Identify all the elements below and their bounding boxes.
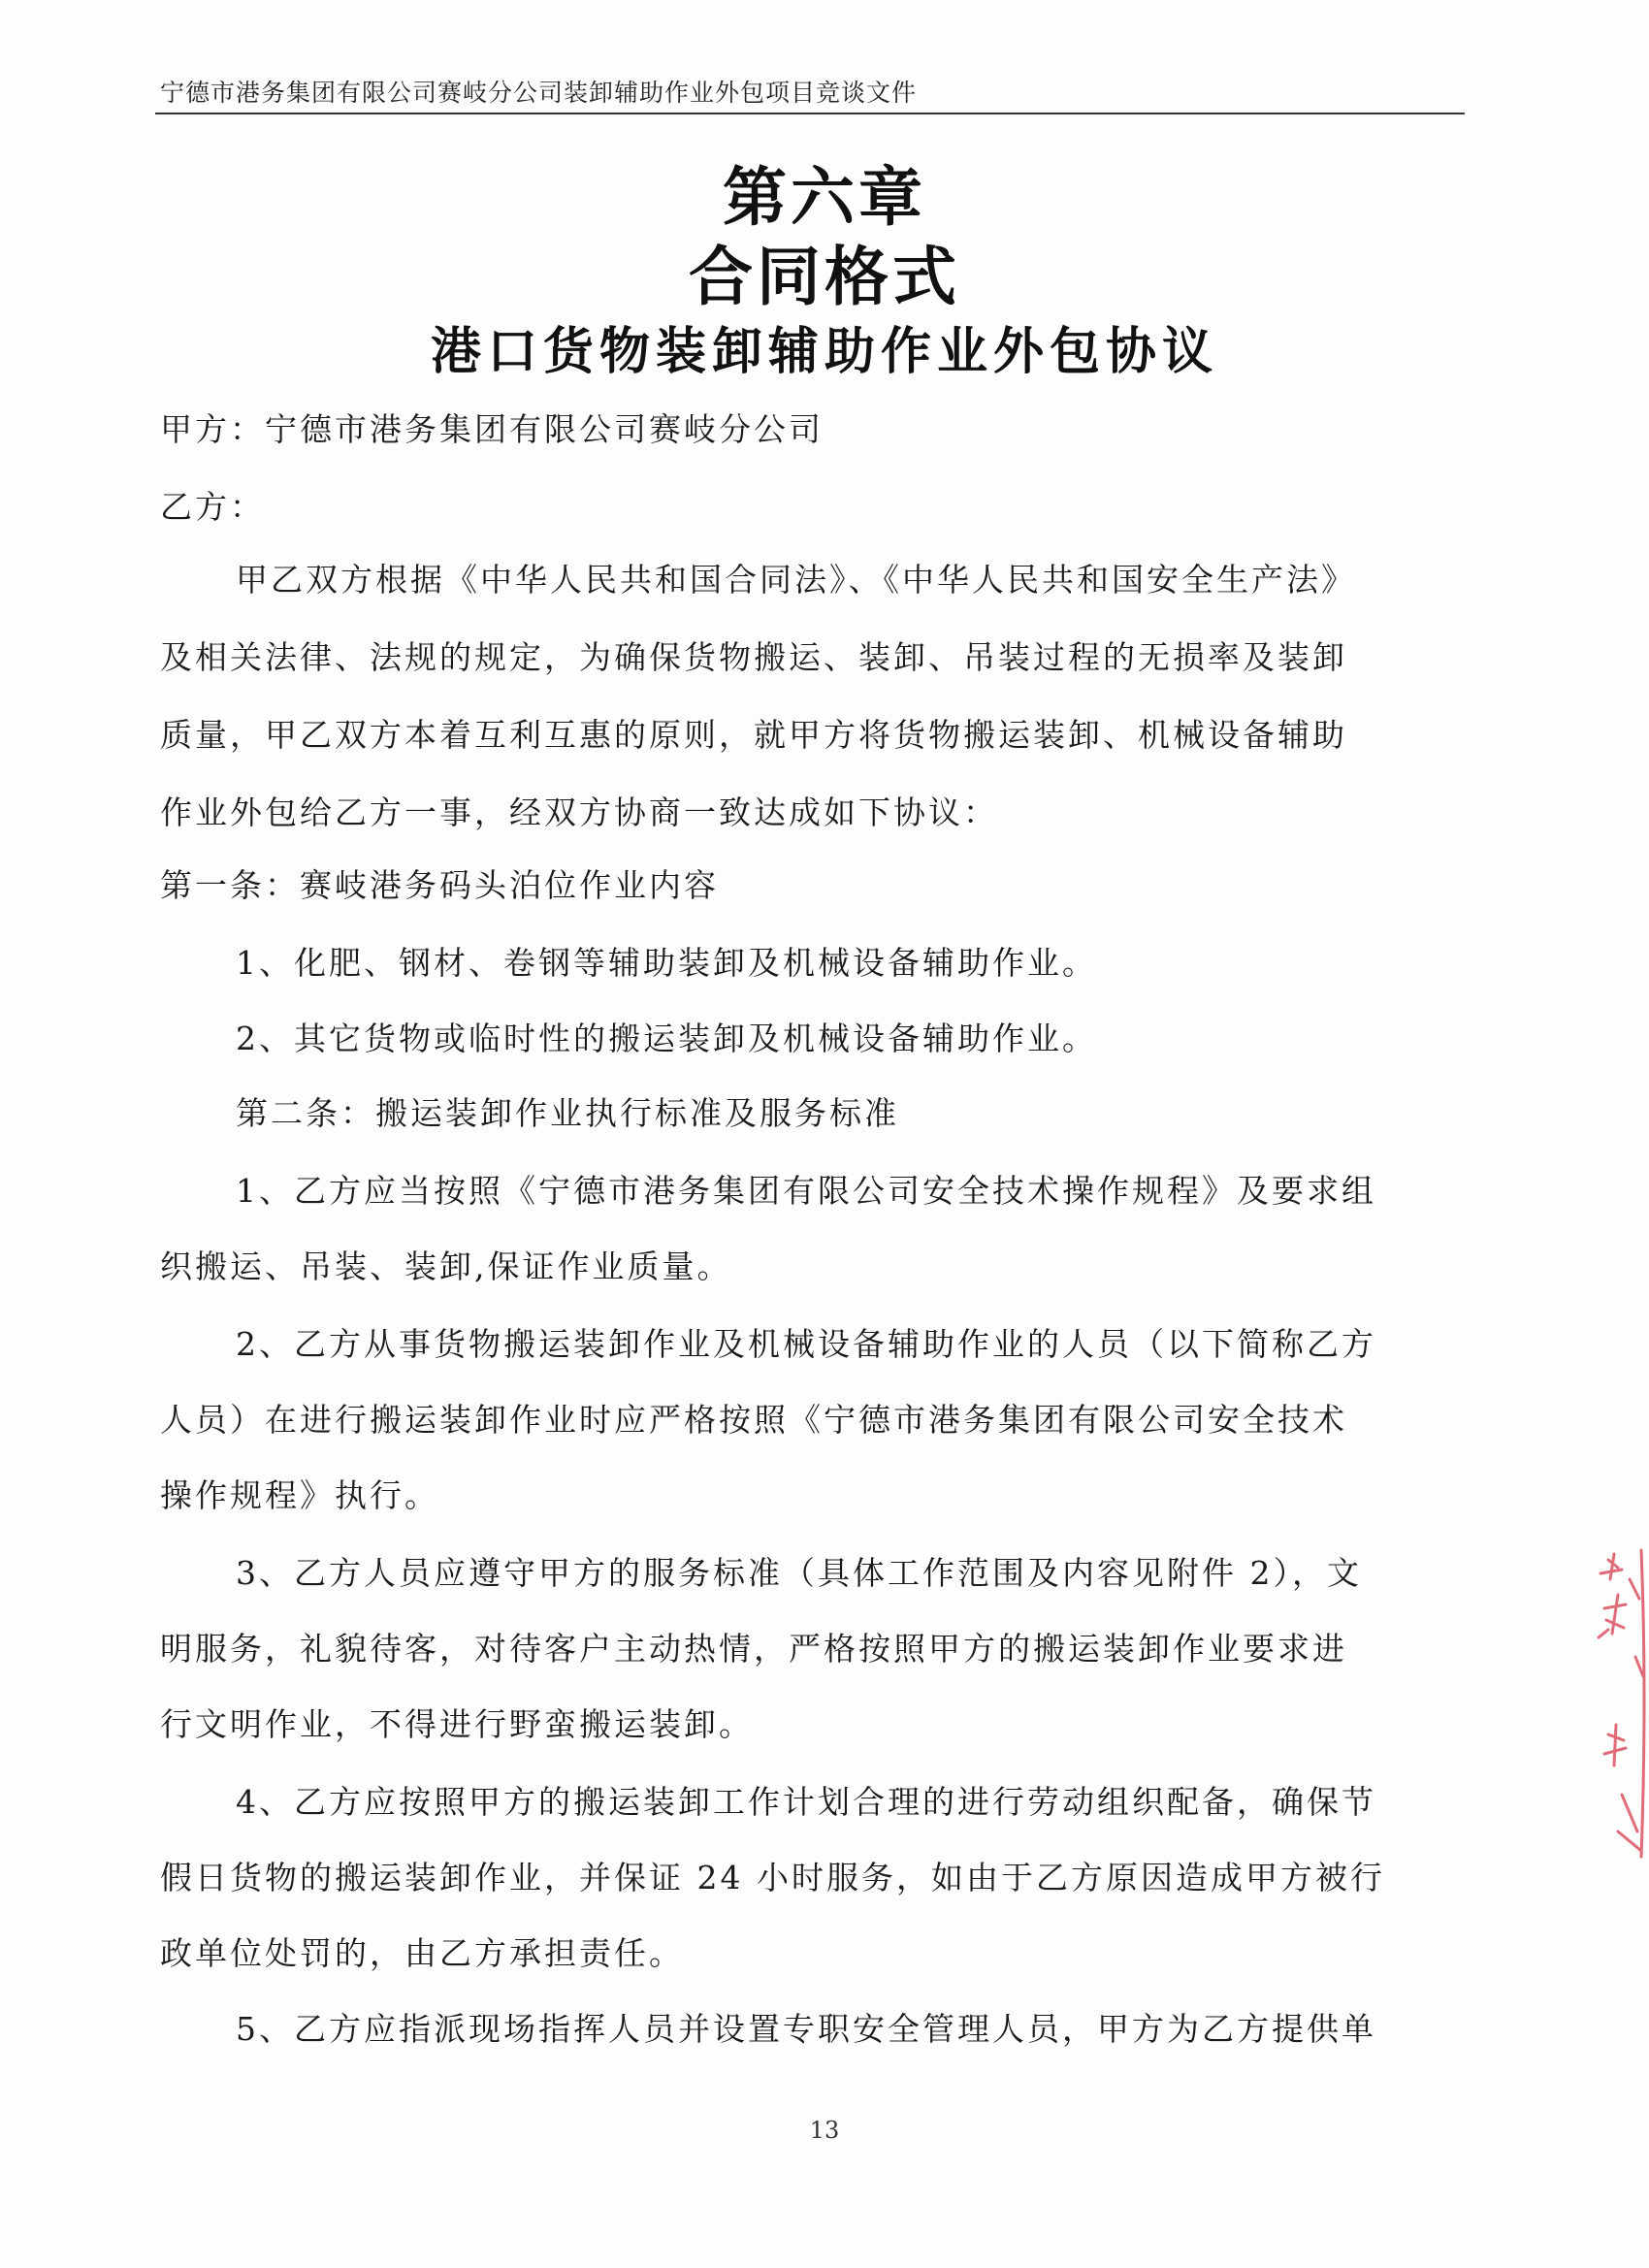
page-number: 13 [809, 2117, 840, 2144]
body-line: 人员）在进行搬运装卸作业时应严格按照《宁德市港务集团有限公司安全技术 [160, 1401, 1347, 1439]
article-2-item: 4、乙方应按照甲方的搬运装卸工作计划合理的进行劳动组织配备，确保节 [236, 1783, 1376, 1821]
chapter-number: 第六章 [723, 159, 926, 235]
body-line: 作业外包给乙方一事，经双方协商一致达成如下协议： [160, 794, 998, 831]
body-line: 行文明作业，不得进行野蛮搬运装卸。 [160, 1705, 754, 1743]
article-2-item: 5、乙方应指派现场指挥人员并设置专职安全管理人员，甲方为乙方提供单 [236, 2010, 1376, 2048]
body-line: 及相关法律、法规的规定，为确保货物搬运、装卸、吊装过程的无损率及装卸 [160, 638, 1347, 676]
seal-stamp-icon [1579, 1540, 1647, 1861]
body-line: 政单位处罚的，由乙方承担责任。 [160, 1934, 684, 1972]
party-b-line: 乙方： [160, 488, 265, 526]
article-2-item: 2、乙方从事货物搬运装卸作业及机械设备辅助作业的人员（以下简称乙方 [236, 1325, 1376, 1363]
article-2-heading: 第二条：搬运装卸作业执行标准及服务标准 [236, 1094, 899, 1132]
body-line: 操作规程》执行。 [160, 1476, 439, 1514]
body-line: 质量，甲乙双方本着互利互惠的原则，就甲方将货物搬运装卸、机械设备辅助 [160, 716, 1347, 754]
article-2-item: 1、乙方应当按照《宁德市港务集团有限公司安全技术操作规程》及要求组 [236, 1172, 1376, 1210]
body-line: 明服务，礼貌待客，对待客户主动热情，严格按照甲方的搬运装卸作业要求进 [160, 1630, 1347, 1668]
header-rule [155, 113, 1465, 114]
running-header: 宁德市港务集团有限公司赛岐分公司装卸辅助作业外包项目竞谈文件 [160, 79, 918, 107]
body-line: 假日货物的搬运装卸作业，并保证 24 小时服务，如由于乙方原因造成甲方被行 [160, 1859, 1385, 1896]
body-line: 织搬运、吊装、装卸,保证作业质量。 [160, 1247, 732, 1285]
party-a-line: 甲方：宁德市港务集团有限公司赛岐分公司 [160, 410, 824, 448]
article-1-item: 2、其它货物或临时性的搬运装卸及机械设备辅助作业。 [236, 1020, 1097, 1057]
article-1-heading: 第一条：赛岐港务码头泊位作业内容 [160, 866, 719, 904]
chapter-name: 合同格式 [689, 239, 960, 314]
body-line: 甲乙双方根据《中华人民共和国合同法》、《中华人民共和国安全生产法》 [236, 561, 1356, 599]
article-2-item: 3、乙方人员应遵守甲方的服务标准（具体工作范围及内容见附件 2），文 [236, 1554, 1362, 1592]
agreement-title: 港口货物装卸辅助作业外包协议 [430, 322, 1218, 381]
article-1-item: 1、化肥、钢材、卷钢等辅助装卸及机械设备辅助作业。 [236, 944, 1097, 982]
